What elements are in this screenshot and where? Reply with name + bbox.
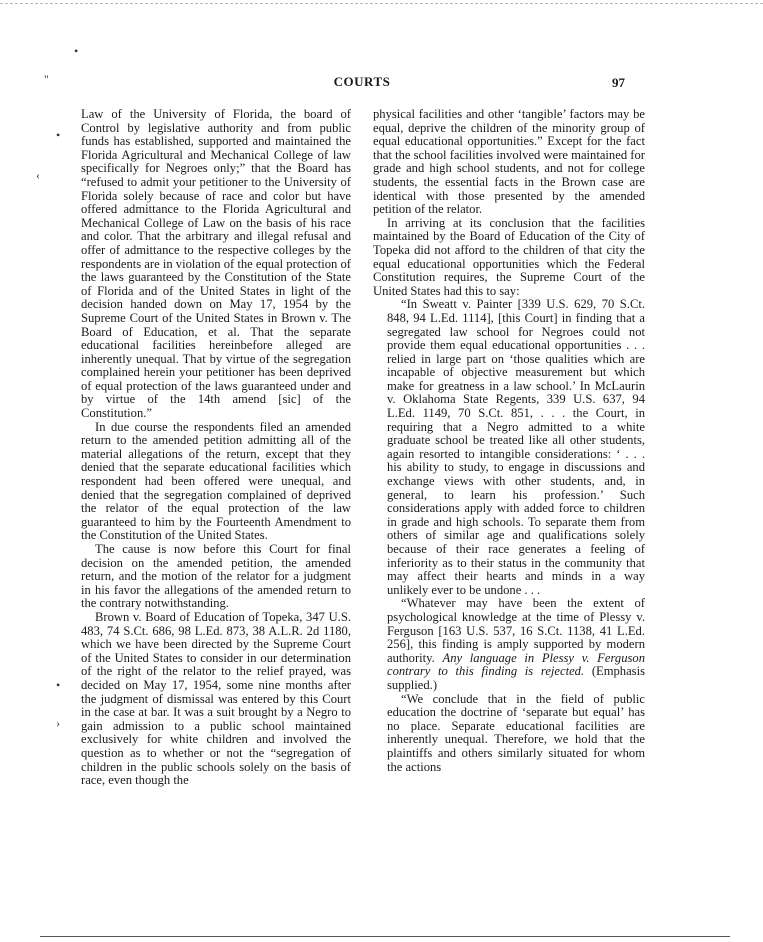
stray-mark: › [56,716,60,730]
stray-mark: • [56,678,61,692]
right-column [373,108,645,774]
quote-paragraph: “We conclude that in the field of public education the doctrine of ‘separate but equal’ has no place. Separate educational facilities are inherently unequal. Therefore, we hold that the plaintiffs and others similarly situated for whom the actions [387,691,645,774]
paragraph: In due course the respondents filed an amended return to the amended petition admitting all of the material allegations of the return, except that they denied that the separate educational facilities which respondent had been offered were unequal, and denied that the segregation complained of deprived the relator of the equal protection of the law guaranteed to him by the Fourteenth Amendment to the Constitution of the United States. [81,419,351,543]
stray-mark: • [56,128,61,142]
running-head [0,74,763,94]
paragraph: In arriving at its conclusion that the facilities maintained by the Board of Education of the City of Topeka did not afford to the children of that city the equal educational opportunities which the Federal Constitution requires, the Supreme Court of the United States had this to say: [373,215,645,298]
paragraph: Law of the University of Florida, the board of Control by legislative authority and from public funds has established, supported and maintained the Florida Agricultural and Mechanical College of law specifically for Negroes only;” that the Board has “refused to admit your petitioner to the University of Florida solely because of race and color but have offered admittance to the Florida Agricultural and Mechanical College of Law on the basis of his race and color. That the arbitrary and illegal refusal and offer of admittance to the respective colleges by the respondents are in violation of the equal protection of the laws guaranteed by the Constitution of the State of Florida and of the United States in light of the decision handed down on May 17, 1954 by the Supreme Court of the United States in Brown v. The Board of Education, et al. That the separate educational facilities hereinbefore alleged are inherently unequal. That by virtue of the segregation complained herein your petitioner has been deprived of equal protection of the laws guaranteed under and by virtue of the 14th amend [sic] of the Constitution.” [81,107,351,421]
running-title: COURTS [333,74,391,89]
paragraph: The cause is now before this Court for final decision on the amended petition, the amended return, and the motion of the relator for a judgment in his favor the allegations of the amended return to the contrary notwithstanding. [81,542,351,611]
quote-text: “Whatever may have been the extent of psychological knowledge at the time of Plessy v. Ferguson [163 U.S. 537, 16 S.Ct. 1138, 41 L.Ed. 256], this finding is amply supported by modern authority. [387,596,645,665]
paragraph: Brown v. Board of Education of Topeka, 347 U.S. 483, 74 S.Ct. 686, 98 L.Ed. 873, 38 A.L.R. 2d 1180, which we have been directed by the Supreme Court of the United States to consider in our determination of the right of the relator to the relief prayed, was decided on May 17, 1954, some nine months after the judgment of dismissal was entered by this Court in the case at bar. It was a suit brought by a Negro to gain admission to a public school maintained exclusively for white children and involved the question as to whether or not the “segregation of children in the public schools solely on the basis of race, even though the [81,609,351,788]
left-column [81,108,351,788]
stray-mark: " [44,72,49,86]
quote-paragraph: “In Sweatt v. Painter [339 U.S. 629, 70 S.Ct. 848, 94 L.Ed. 1114], [this Court] in finding that a segregated law school for Negroes could not provide them equal educational opportunities . . . relied in large part on ‘those qualities which are incapable of objective measurement but which make for greatness in a law school.’ In McLaurin v. Oklahoma State Regents, 339 U.S. 637, 94 L.Ed. 1149, 70 S.Ct. 851, . . . the Court, in requiring that a Negro admitted to a white graduate school be treated like all other students, again resorted to intangible considerations: ‘ . . . his ability to study, to engage in discussions and exchange views with other students, and, in general, to learn his profession.’ Such considerations apply with added force to children in grade and high schools. To separate them from others of similar age and qualifications solely because of their race generates a feeling of inferiority as to their status in the community that may affect their hearts and minds in a way unlikely ever to be undone . . . [387,297,645,597]
top-scan-edge [0,3,763,4]
quote-paragraph [387,597,645,692]
paragraph: physical facilities and other ‘tangible’ factors may be equal, deprive the children of the minority group of equal educational opportunities.” Except for the fact that the school facilities involved were maintained for grade and high school students, and not for college students, the essential facts in the Brown case are identical with those presented by the amended petition of the relator. [373,107,645,217]
stray-mark: • [74,44,79,58]
block-quote [373,298,645,774]
page-number: 97 [612,75,625,90]
stray-mark: ‹ [36,168,40,182]
emphasis-text: Any language in Plessy v. Ferguson contrary to this finding is rejected. [387,650,645,679]
bottom-scan-edge [40,936,730,937]
emphasis-note: (Emphasis supplied.) [387,664,645,692]
